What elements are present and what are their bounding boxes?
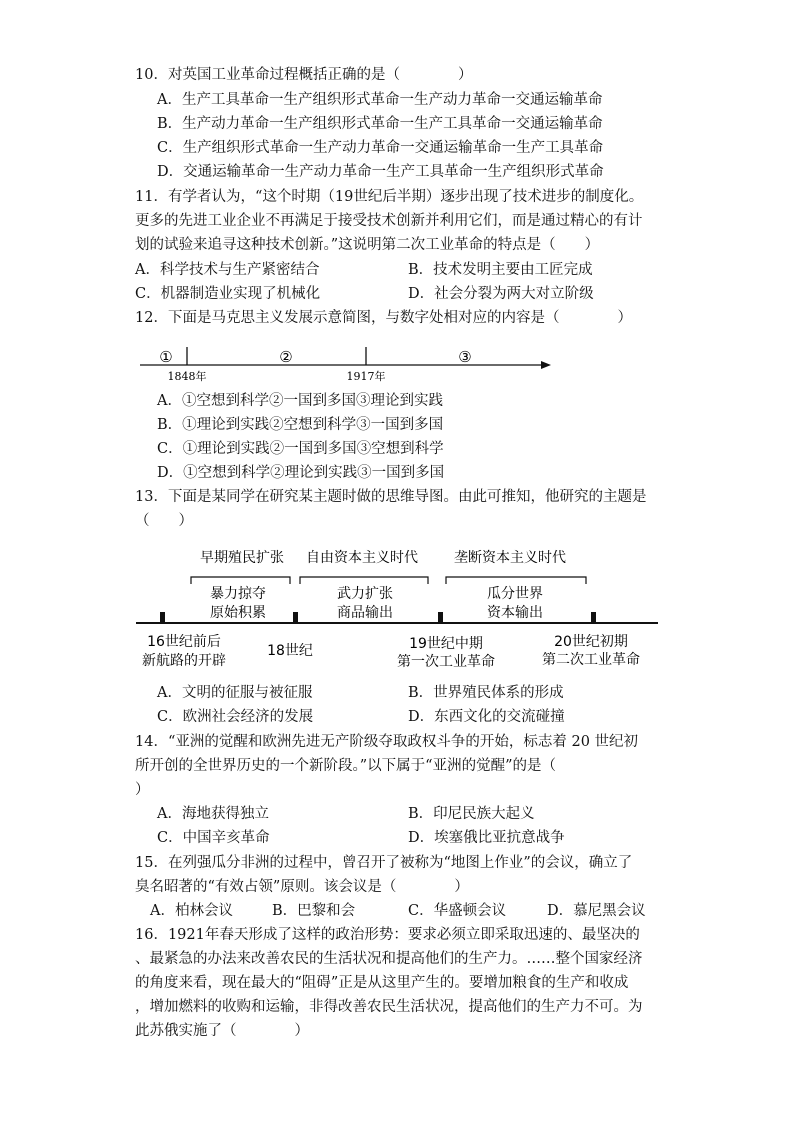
- mindmap-mid-primitive-accumulation: 原始积累: [210, 605, 266, 621]
- q16-stem-line3: 的角度来看，现在最大的“阻碍”正是从这里产生的。要增加粮食的生产和收成: [135, 975, 629, 991]
- q14-stem-line3: ）: [135, 782, 150, 798]
- marxism-timeline: [140, 347, 551, 383]
- mindmap-mid-armed-expansion: 武力扩张: [337, 586, 393, 602]
- q11-option-b: B．技术发明主要由工匠完成: [408, 262, 593, 278]
- q14-option-a: A．海地获得独立: [157, 806, 269, 822]
- q11-stem-line2: 更多的先进工业企业不再满足于接受技术创新并利用它们，而是通过精心的有计: [135, 213, 643, 229]
- q16-stem-line1: 16．1921年春天形成了这样的政治形势：要求必须立即采取迅速的、最坚决的: [135, 927, 640, 943]
- q14-stem-line2: 所开创的全世界历史的一个新阶段。”以下属于“亚洲的觉醒”的是（: [135, 758, 556, 774]
- q15-stem-line2: 臭名昭著的“有效占领”原则。该会议是（ ）: [135, 879, 469, 895]
- mindmap-top-monopoly-capitalism: 垄断资本主义时代: [454, 550, 566, 566]
- q15-option-b: B．巴黎和会: [272, 903, 356, 919]
- mindmap-bot-mid-19th-century: 19世纪中期: [409, 636, 483, 652]
- q12-option-c: C．①理论到实践②一国到多国③空想到科学: [157, 441, 444, 457]
- timeline-mark-3: ③: [458, 348, 472, 366]
- mindmap-marker-4: [591, 612, 596, 623]
- mindmap-mid-commodity-export: 商品输出: [337, 605, 393, 621]
- timeline-year-1848: 1848年: [167, 370, 207, 383]
- timeline-year-1917: 1917年: [346, 370, 386, 383]
- mindmap-mid-partition-world: 瓜分世界: [487, 586, 543, 602]
- timeline-mark-2: ②: [279, 348, 293, 366]
- q10-option-a: A．生产工具革命一生产组织形式革命一生产动力革命一交通运输革命: [157, 92, 603, 108]
- timeline-arrowhead: [541, 361, 551, 369]
- q15-stem-line1: 15．在列强瓜分非洲的过程中，曾召开了被称为“地图上作业”的会议，确立了: [135, 855, 633, 871]
- mindmap-brace-2: [300, 577, 428, 584]
- mindmap-marker-3: [438, 612, 443, 623]
- q14-option-c: C．中国辛亥革命: [157, 830, 270, 846]
- mindmap-brace-3: [446, 577, 586, 584]
- q16-stem-line4: ，增加燃料的收购和运输，非得改善农民生活状况，提高他们的生产力不可。为: [135, 999, 643, 1015]
- q13-option-a: A．文明的征服与被征服: [157, 685, 313, 701]
- q16-stem-line5: 此苏俄实施了（ ）: [135, 1023, 309, 1039]
- q11-stem-line3: 划的试验来追寻这种技术创新。”这说明第二次工业革命的特点是（ ）: [135, 237, 600, 253]
- q13-option-b: B．世界殖民体系的形成: [408, 685, 564, 701]
- q12-option-a: A．①空想到科学②一国到多国③理论到实践: [157, 393, 443, 409]
- mindmap-marker-1: [160, 612, 165, 623]
- q15-option-c: C．华盛顿会议: [408, 903, 507, 919]
- q14-stem-line1: 14．“亚洲的觉醒和欧洲先进无产阶级夺取政权斗争的开始，标志着 20 世纪初: [135, 734, 639, 750]
- mindmap-mid-violent-plunder: 暴力掠夺: [210, 586, 266, 602]
- q13-option-d: D．东西文化的交流碰撞: [408, 709, 565, 725]
- q16-stem-line2: 、最紧急的办法来改善农民的生活状况和提高他们的生产力。……整个国家经济: [135, 951, 643, 967]
- q15-option-d: D．慕尼黑会议: [547, 903, 646, 919]
- mindmap-bot-18th-century: 18世纪: [267, 643, 313, 659]
- mindmap-top-free-capitalism: 自由资本主义时代: [306, 550, 418, 566]
- mindmap-mid-capital-export: 资本输出: [487, 605, 543, 621]
- q14-option-d: D．埃塞俄比亚抗意战争: [408, 830, 565, 846]
- q10-option-c: C．生产组织形式革命一生产动力革命一交通运输革命一生产工具革命: [157, 140, 604, 156]
- q15-option-a: A．柏林会议: [150, 903, 233, 919]
- mindmap-brace-1: [191, 577, 290, 584]
- q12-option-b: B．①理论到实践②空想到科学③一国到多国: [157, 417, 444, 433]
- mindmap-top-early-colonial: 早期殖民扩张: [200, 550, 284, 566]
- q11-option-d: D．社会分裂为两大对立阶级: [408, 286, 594, 302]
- q13-stem-line2: （ ）: [135, 513, 193, 529]
- q10-option-d: D．交通运输革命一生产动力革命一生产工具革命一生产组织形式革命: [157, 164, 604, 180]
- mindmap-bot-first-industrial-revolution: 第一次工业革命: [397, 654, 495, 670]
- timeline-mark-1: ①: [159, 348, 173, 366]
- mindmap-bot-16th-century: 16世纪前后: [147, 634, 221, 650]
- q10-option-b: B．生产动力革命一生产组织形式革命一生产工具革命一交通运输革命: [157, 116, 603, 132]
- q11-option-c: C．机器制造业实现了机械化: [135, 286, 321, 302]
- mindmap-bot-second-industrial-revolution: 第二次工业革命: [542, 652, 640, 668]
- q10-stem: 10．对英国工业革命过程概括正确的是（ ）: [135, 67, 473, 83]
- colonial-mindmap: [136, 549, 658, 670]
- mindmap-bot-new-sea-route: 新航路的开辟: [142, 653, 226, 669]
- mindmap-bot-early-20th-century: 20世纪初期: [554, 634, 628, 650]
- mindmap-marker-2: [293, 612, 298, 623]
- q13-stem-line1: 13．下面是某同学在研究某主题时做的思维导图。由此可推知，他研究的主题是: [135, 489, 647, 505]
- q13-option-c: C．欧洲社会经济的发展: [157, 709, 314, 725]
- q11-stem-line1: 11．有学者认为，“这个时期（19世纪后半期）逐步出现了技术进步的制度化。: [135, 189, 644, 205]
- q12-stem: 12．下面是马克思主义发展示意简图，与数字处相对应的内容是（ ）: [135, 310, 632, 326]
- q12-option-d: D．①空想到科学②理论到实践③一国到多国: [157, 465, 445, 481]
- q14-option-b: B．印尼民族大起义: [408, 806, 535, 822]
- q11-option-a: A．科学技术与生产紧密结合: [135, 262, 320, 278]
